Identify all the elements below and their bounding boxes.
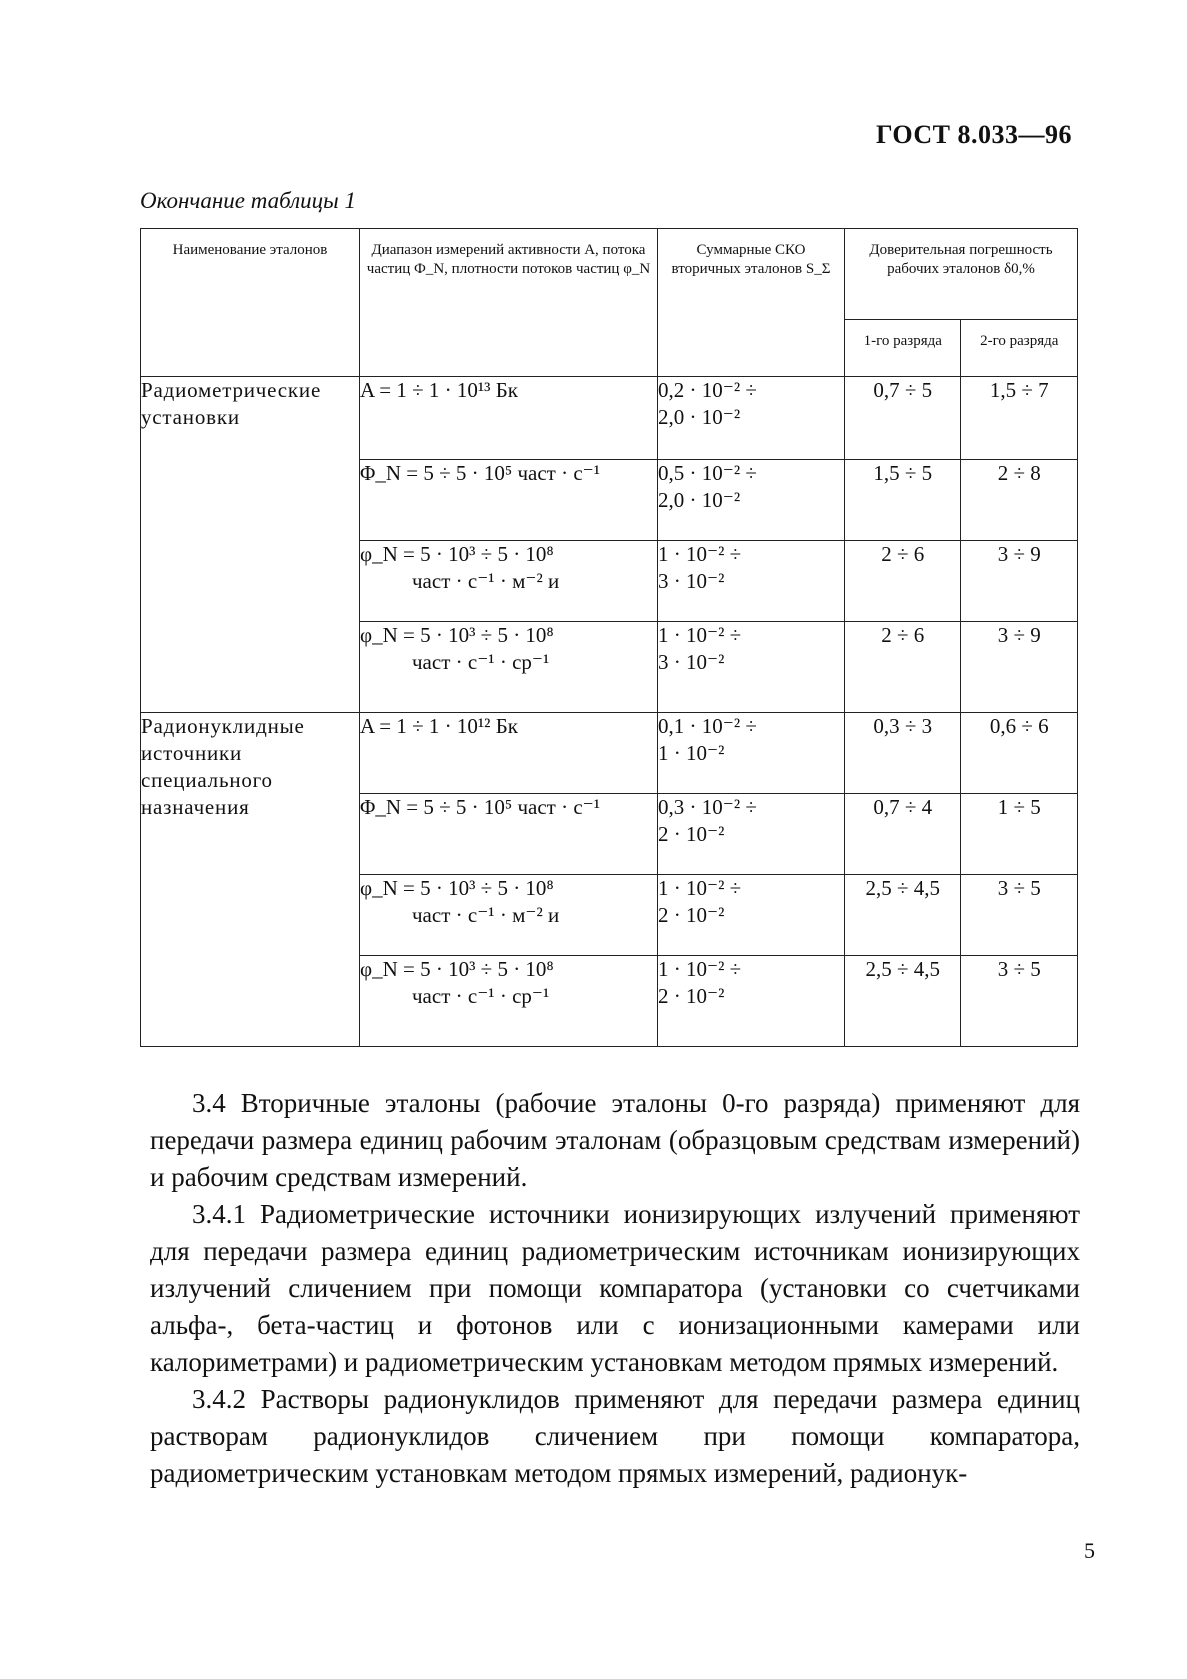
- header-range: Диапазон измерений активности А, потока частиц Ф_N, плотности потоков частиц φ_N: [360, 229, 658, 377]
- sko-cell: 1 · 10⁻² ÷ 3 · 10⁻²: [658, 541, 845, 622]
- sko-cell: 0,3 · 10⁻² ÷ 2 · 10⁻²: [658, 794, 845, 875]
- grade-1-value: 2 ÷ 6: [845, 541, 961, 622]
- range-cell: A = 1 ÷ 1 · 10¹² Бк: [360, 713, 658, 794]
- grade-1-value: 0,7 ÷ 4: [845, 794, 961, 875]
- paragraph-3-4: 3.4 Вторичные эталоны (рабочие эталоны 0-го разряда) применяют для передачи размера единиц рабочим эталонам (образцовым средствам измерений) и рабочим средствам измерений.: [150, 1088, 1080, 1192]
- group-name: Радионуклидные источники специального назначения: [141, 713, 360, 1047]
- group-name: Радиометрические установки: [141, 377, 360, 713]
- header-grade-1: 1-го разряда: [845, 320, 961, 377]
- grade-2-value: 3 ÷ 5: [961, 956, 1078, 1047]
- body-text: [150, 1085, 1080, 1492]
- range-cell: Φ_N = 5 ÷ 5 · 10⁵ част · с⁻¹: [360, 460, 658, 541]
- grade-1-value: 2,5 ÷ 4,5: [845, 956, 961, 1047]
- header-grade-2: 2-го разряда: [961, 320, 1078, 377]
- standards-table: [140, 228, 1078, 1047]
- grade-1-value: 0,3 ÷ 3: [845, 713, 961, 794]
- paragraph-3-4-1: 3.4.1 Радиометрические источники ионизирующих излучений применяют для передачи размера единиц радиометрическим источникам ионизирующих излучений сличением при помощи компаратора (установки со счетчиками альфа-, бета-частиц и фотонов или с ионизационными камерами или калориметрами) и радиометрическим установкам методом прямых измерений.: [150, 1199, 1080, 1377]
- grade-1-value: 0,7 ÷ 5: [845, 377, 961, 460]
- grade-2-value: 0,6 ÷ 6: [961, 713, 1078, 794]
- range-cell: A = 1 ÷ 1 · 10¹³ Бк: [360, 377, 658, 460]
- sko-cell: 0,5 · 10⁻² ÷ 2,0 · 10⁻²: [658, 460, 845, 541]
- grade-2-value: 3 ÷ 9: [961, 541, 1078, 622]
- grade-2-value: 2 ÷ 8: [961, 460, 1078, 541]
- table-caption: Окончание таблицы 1: [140, 188, 356, 213]
- grade-1-value: 2,5 ÷ 4,5: [845, 875, 961, 956]
- paragraph-3-4-2: 3.4.2 Растворы радионуклидов применяют для передачи размера единиц растворам радионуклидов сличением при помощи компаратора, радиометрическим установкам методом прямых измерений, радионук-: [150, 1384, 1080, 1488]
- sko-cell: 0,1 · 10⁻² ÷ 1 · 10⁻²: [658, 713, 845, 794]
- table-row: [141, 713, 1078, 794]
- page-number: 5: [1084, 1538, 1095, 1563]
- sko-cell: 1 · 10⁻² ÷ 3 · 10⁻²: [658, 622, 845, 713]
- sko-cell: 1 · 10⁻² ÷ 2 · 10⁻²: [658, 875, 845, 956]
- header-confidence: Доверительная погрешность рабочих эталонов δ0,%: [845, 229, 1078, 320]
- range-cell: φ_N = 5 · 10³ ÷ 5 · 10⁸ част · с⁻¹ · ср⁻¹: [360, 622, 658, 713]
- header-name: Наименование эталонов: [141, 229, 360, 377]
- grade-2-value: 3 ÷ 5: [961, 875, 1078, 956]
- range-cell: φ_N = 5 · 10³ ÷ 5 · 10⁸ част · с⁻¹ · м⁻² и: [360, 875, 658, 956]
- range-cell: Φ_N = 5 ÷ 5 · 10⁵ част · с⁻¹: [360, 794, 658, 875]
- table-row: [141, 377, 1078, 460]
- grade-1-value: 2 ÷ 6: [845, 622, 961, 713]
- grade-2-value: 1,5 ÷ 7: [961, 377, 1078, 460]
- grade-1-value: 1,5 ÷ 5: [845, 460, 961, 541]
- grade-2-value: 1 ÷ 5: [961, 794, 1078, 875]
- sko-cell: 1 · 10⁻² ÷ 2 · 10⁻²: [658, 956, 845, 1047]
- range-cell: φ_N = 5 · 10³ ÷ 5 · 10⁸ част · с⁻¹ · м⁻² и: [360, 541, 658, 622]
- grade-2-value: 3 ÷ 9: [961, 622, 1078, 713]
- sko-cell: 0,2 · 10⁻² ÷ 2,0 · 10⁻²: [658, 377, 845, 460]
- header-sko: Суммарные СКО вторичных эталонов S_Σ: [658, 229, 845, 377]
- document-number: ГОСТ 8.033—96: [875, 120, 1072, 149]
- range-cell: φ_N = 5 · 10³ ÷ 5 · 10⁸ част · с⁻¹ · ср⁻¹: [360, 956, 658, 1047]
